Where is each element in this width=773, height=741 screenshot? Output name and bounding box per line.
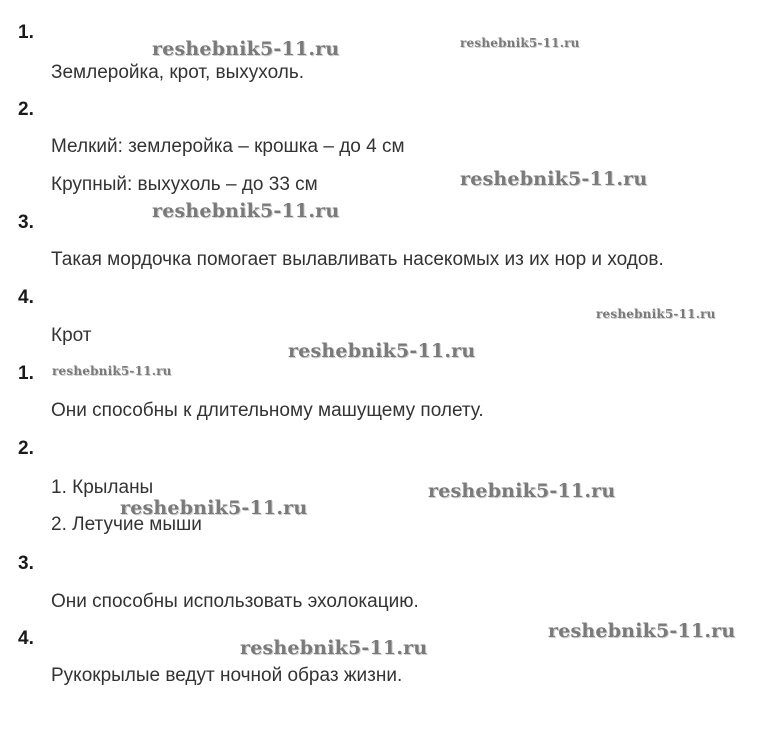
watermark: reshebnik5-11.ru [120, 497, 308, 519]
question-number-2-b: 2. [18, 438, 34, 459]
answer-3: Такая мордочка помогает вылавливать насекомых из их нор и ходов. [51, 249, 664, 270]
watermark: reshebnik5-11.ru [152, 38, 340, 60]
watermark: reshebnik5-11.ru [152, 200, 340, 222]
watermark: reshebnik5-11.ru [596, 307, 716, 321]
watermark: reshebnik5-11.ru [288, 340, 476, 362]
question-number-2: 2. [18, 99, 34, 120]
answer-2-line-2: Крупный: выхухоль – до 33 см [51, 174, 318, 195]
question-number-3: 3. [18, 212, 34, 233]
answer-4: Крот [51, 325, 92, 346]
watermark: reshebnik5-11.ru [240, 637, 428, 659]
question-number-4-b: 4. [18, 628, 34, 649]
question-number-1-b: 1. [18, 363, 34, 384]
answer-1-b: Они способны к длительному машущему полету. [51, 400, 484, 421]
question-number-4: 4. [18, 287, 34, 308]
answer-1: Землеройка, крот, выхухоль. [51, 62, 304, 83]
answer-2-line-1: Мелкий: землеройка – крошка – до 4 см [51, 136, 405, 157]
answer-3-b: Они способны использовать эхолокацию. [51, 591, 419, 612]
question-number-3-b: 3. [18, 553, 34, 574]
watermark: reshebnik5-11.ru [52, 364, 172, 378]
answer-4-b: Рукокрылые ведут ночной образ жизни. [51, 665, 403, 686]
watermark: reshebnik5-11.ru [460, 36, 580, 50]
watermark: reshebnik5-11.ru [548, 620, 736, 642]
answer-2-b-line-2: 2. Летучие мыши [51, 514, 202, 535]
watermark: reshebnik5-11.ru [460, 168, 648, 190]
watermark: reshebnik5-11.ru [428, 480, 616, 502]
answer-2-b-line-1: 1. Крыланы [51, 477, 154, 498]
question-number-1: 1. [18, 22, 34, 43]
